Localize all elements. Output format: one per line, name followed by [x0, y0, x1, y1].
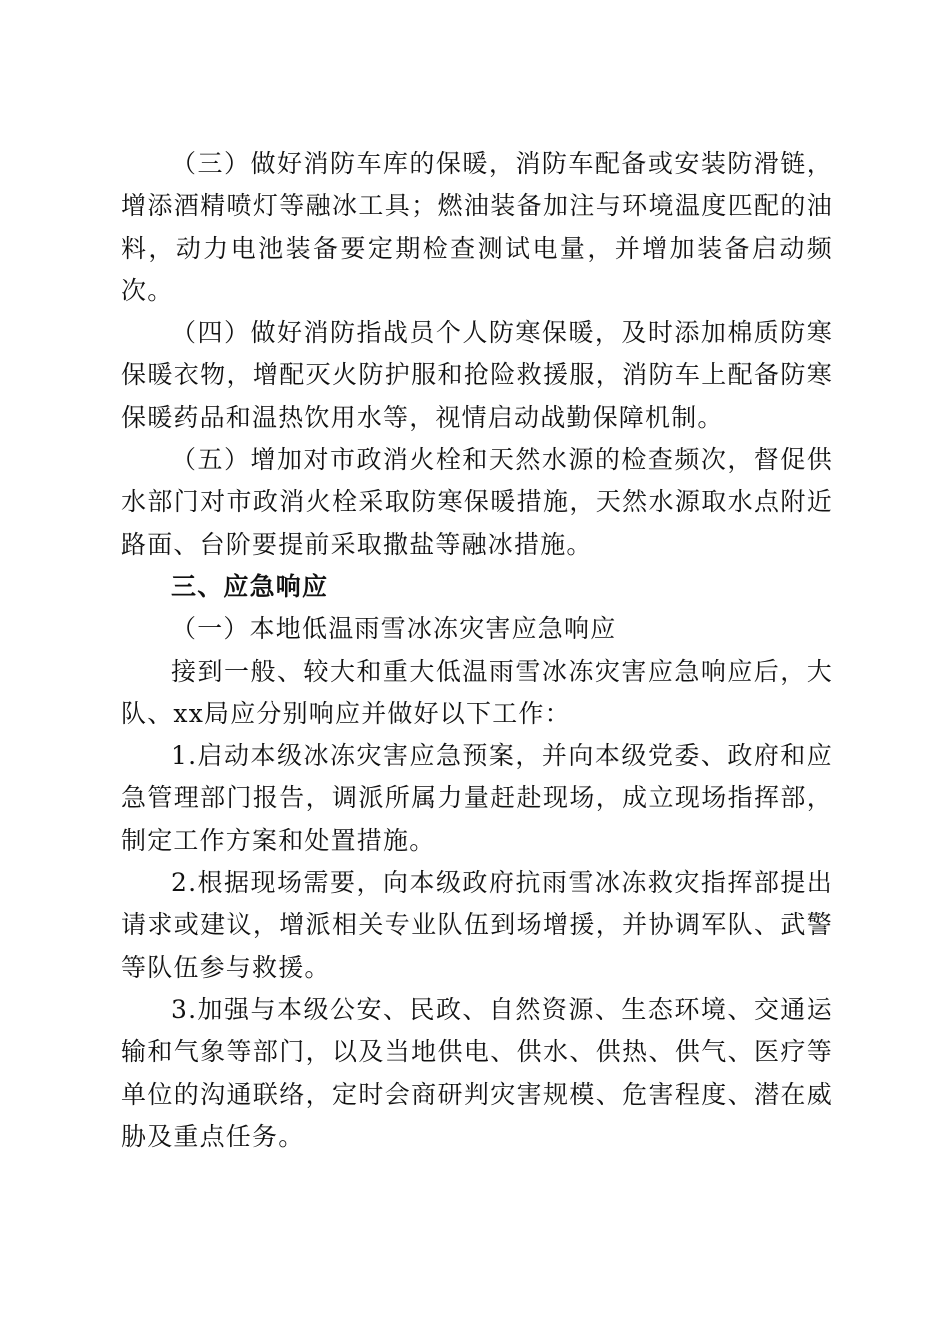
paragraph-section-5: （五）增加对市政消火栓和天然水源的检查频次，督促供水部门对市政消火栓采取防寒保暖措施，天然水源取水点附近路面、台阶要提前采取撒盐等融冰措施。	[121, 445, 833, 559]
list-item-2: 2.根据现场需要，向本级政府抗雨雪冰冻救灾指挥部提出请求或建议，增派相关专业队伍到场增援，并协调军队、武警等队伍参与救援。	[121, 868, 833, 982]
list-item-3: 3.加强与本级公安、民政、自然资源、生态环境、交通运输和气象等部门，以及当地供电、供水、供热、供气、医疗等单位的沟通联络，定时会商研判灾害规模、危害程度、潜在威胁及重点任务。	[121, 994, 833, 1151]
section-heading-emergency-response: 三、应急响应	[171, 571, 329, 601]
paragraph-response-intro: 接到一般、较大和重大低温雨雪冰冻灾害应急响应后，大队、xx局应分别响应并做好以下工作：	[121, 656, 833, 728]
list-item-1: 1.启动本级冰冻灾害应急预案，并向本级党委、政府和应急管理部门报告，调派所属力量赶赴现场，成立现场指挥部，制定工作方案和处置措施。	[121, 741, 833, 855]
document-body	[121, 143, 833, 1158]
paragraph-section-4: （四）做好消防指战员个人防寒保暖，及时添加棉质防寒保暖衣物，增配灭火防护服和抢险救援服，消防车上配备防寒保暖药品和温热饮用水等，视情启动战勤保障机制。	[121, 318, 833, 432]
paragraph-section-3: （三）做好消防车库的保暖，消防车配备或安装防滑链，增添酒精喷灯等融冰工具；燃油装备加注与环境温度匹配的油料，动力电池装备要定期检查测试电量，并增加装备启动频次。	[121, 149, 833, 305]
subheading-local-response: （一）本地低温雨雪冰冻灾害应急响应	[171, 614, 617, 644]
